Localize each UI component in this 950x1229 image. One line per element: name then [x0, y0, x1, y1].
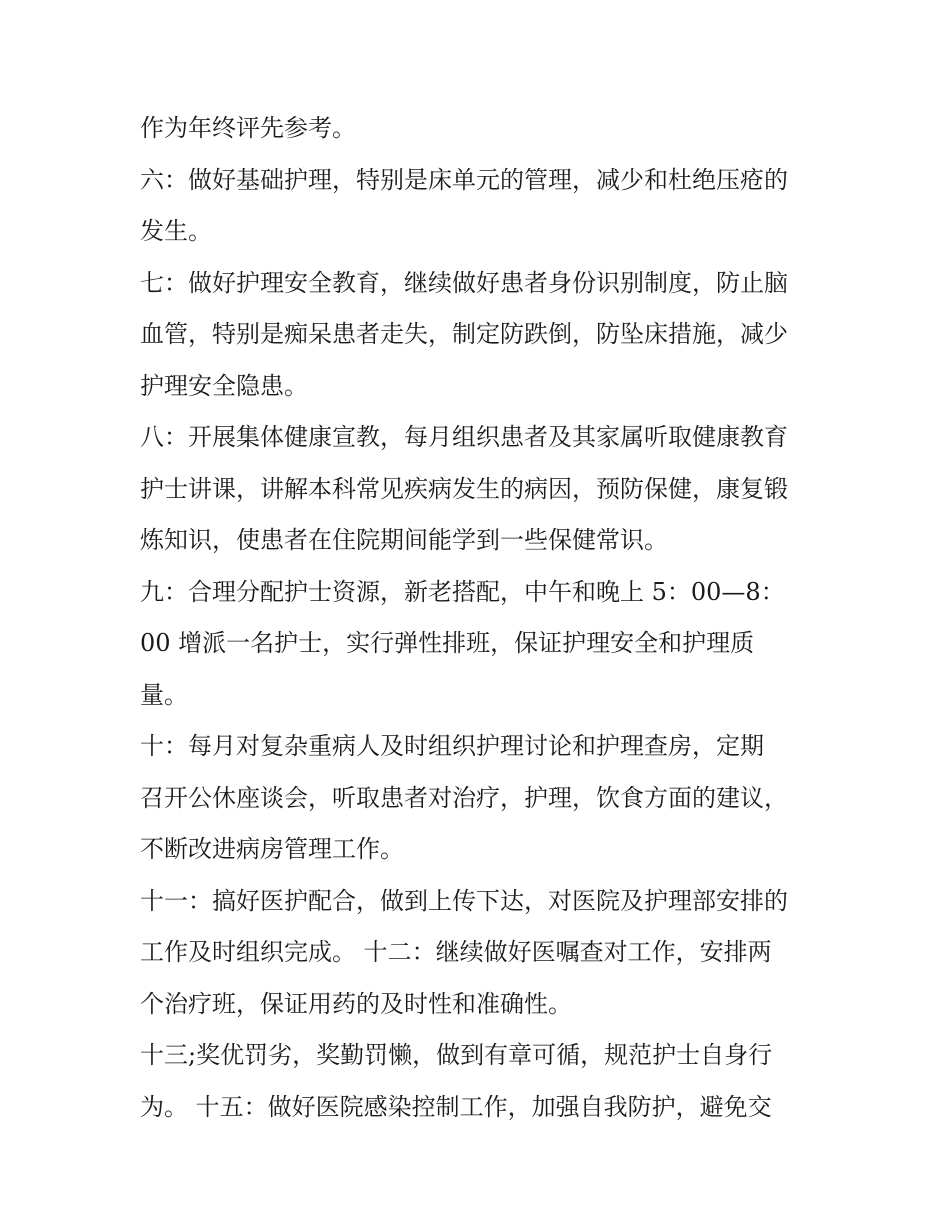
text-line: 护士讲课，讲解本科常见疾病发生的病因，预防保健，康复锻	[140, 474, 788, 503]
text-line: 工作及时组织完成。 十二：继续做好医嘱查对工作，安排两	[140, 938, 772, 966]
text-line: 十：每月对复杂重病人及时组织护理讨论和护理查房，定期	[140, 732, 764, 760]
text-line: 炼知识，使患者在住院期间能学到一些保健常识。	[140, 526, 668, 554]
text-line: 护理安全隐患。	[140, 371, 308, 400]
text-line: 量。	[140, 680, 188, 709]
text-line: 血管，特别是痴呆患者走失，制定防跌倒，防坠床措施，减少	[140, 320, 788, 348]
text-line: 发生。	[140, 217, 212, 245]
text-line: 00 增派一名护士，实行弹性排班，保证护理安全和护理质	[140, 629, 755, 657]
text-line: 八：开展集体健康宣教，每月组织患者及其家属听取健康教育	[140, 423, 788, 451]
text-line: 作为年终评先参考。	[140, 114, 356, 142]
text-line: 个治疗班，保证用药的及时性和准确性。	[140, 989, 572, 1018]
text-line: 召开公休座谈会，听取患者对治疗，护理，饮食方面的建议，	[140, 783, 788, 812]
text-line: 六：做好基础护理，特别是床单元的管理，减少和杜绝压疮的	[140, 165, 788, 194]
text-line: 十三;奖优罚劣，奖勤罚懒，做到有章可循，规范护士自身行	[140, 1041, 773, 1069]
text-line: 七：做好护理安全教育，继续做好患者身份识别制度，防止脑	[140, 268, 788, 297]
document-body	[140, 108, 820, 1138]
text-line: 十一：搞好医护配合，做到上传下达，对医院及护理部安排的	[140, 886, 788, 915]
text-line: 九：合理分配护士资源，新老搭配，中午和晚上 5：00—8：	[140, 577, 785, 606]
text-line: 不断改进病房管理工作。	[140, 835, 404, 863]
text-line: 为。 十五：做好医院感染控制工作，加强自我防护，避免交	[140, 1092, 772, 1121]
